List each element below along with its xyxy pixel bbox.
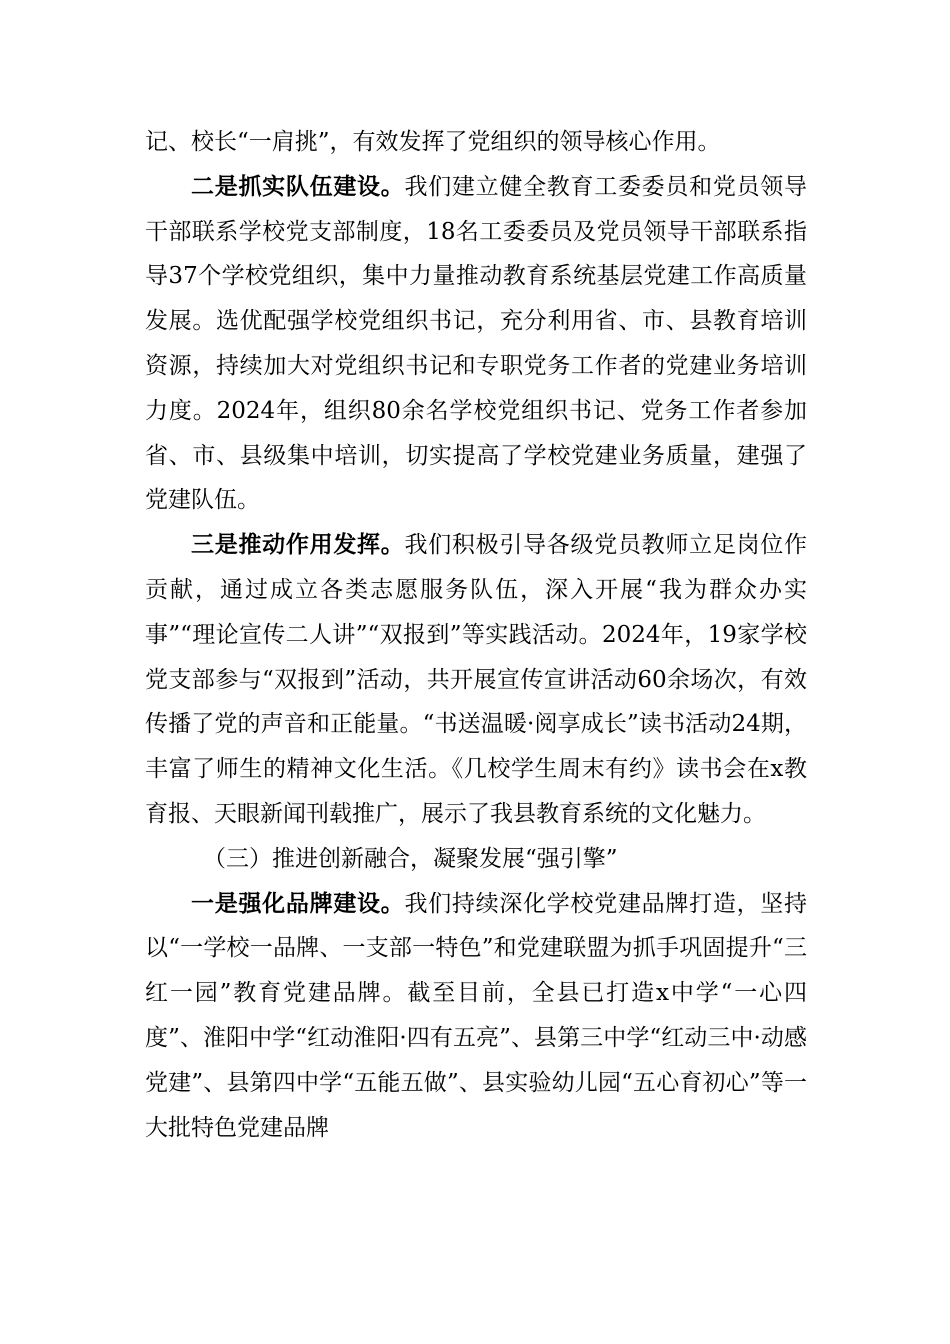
paragraph-role-play [145,523,807,837]
paragraph-brand-building [145,882,807,1151]
paragraph-team-building [145,165,807,523]
paragraph-continuation [145,120,807,165]
paragraph-text: 我们积极引导各级党员教师立足岗位作贡献，通过成立各类志愿服务队伍，深入开展“我为群众办实事”“理论宣传二人讲”“双报到”等实践活动。2024年，19家学校党支部参与“双报到”活动，共开展宣传宣讲活动60余场次，有效传播了党的声音和正能量。“书送温暖·阅享成长”读书活动24期，丰富了师生的精神文化生活。《几校学生周末有约》读书会在x教育报、天眼新闻刊载推广，展示了我县教育系统的文化魅力。 [145,532,808,827]
section-heading [145,837,807,882]
section-heading-text: （三）推进创新融合，凝聚发展“强引擎” [203,845,618,872]
paragraph-lead: 二是抓实队伍建设。 [191,172,405,200]
document-page [145,120,807,1150]
paragraph-lead: 一是强化品牌建设。 [191,889,405,917]
paragraph-text: 我们持续深化学校党建品牌打造，坚持以“一学校一品牌、一支部一特色”和党建联盟为抓手巩固提升“三红一园”教育党建品牌。截至目前，全县已打造x中学“一心四度”、淮阳中学“红动淮阳·四有五亮”、县第三中学“红动三中·动感党建”、县第四中学“五能五做”、县实验幼儿园“五心育初心”等一大批特色党建品牌 [145,890,808,1141]
paragraph-lead: 三是推动作用发挥。 [191,531,405,559]
paragraph-text: 我们建立健全教育工委委员和党员领导干部联系学校党支部制度，18名工委委员及党员领导干部联系指导37个学校党组织，集中力量推动教育系统基层党建工作高质量发展。选优配强学校党组织书记，充分利用省、市、县教育培训资源，持续加大对党组织书记和专职党务工作者的党建业务培训力度。2024年，组织80余名学校党组织书记、党务工作者参加省、市、县级集中培训，切实提高了学校党建业务质量，建强了党建队伍。 [145,173,808,514]
paragraph-text: 记、校长“一肩挑”，有效发挥了党组织的领导核心作用。 [145,129,721,155]
